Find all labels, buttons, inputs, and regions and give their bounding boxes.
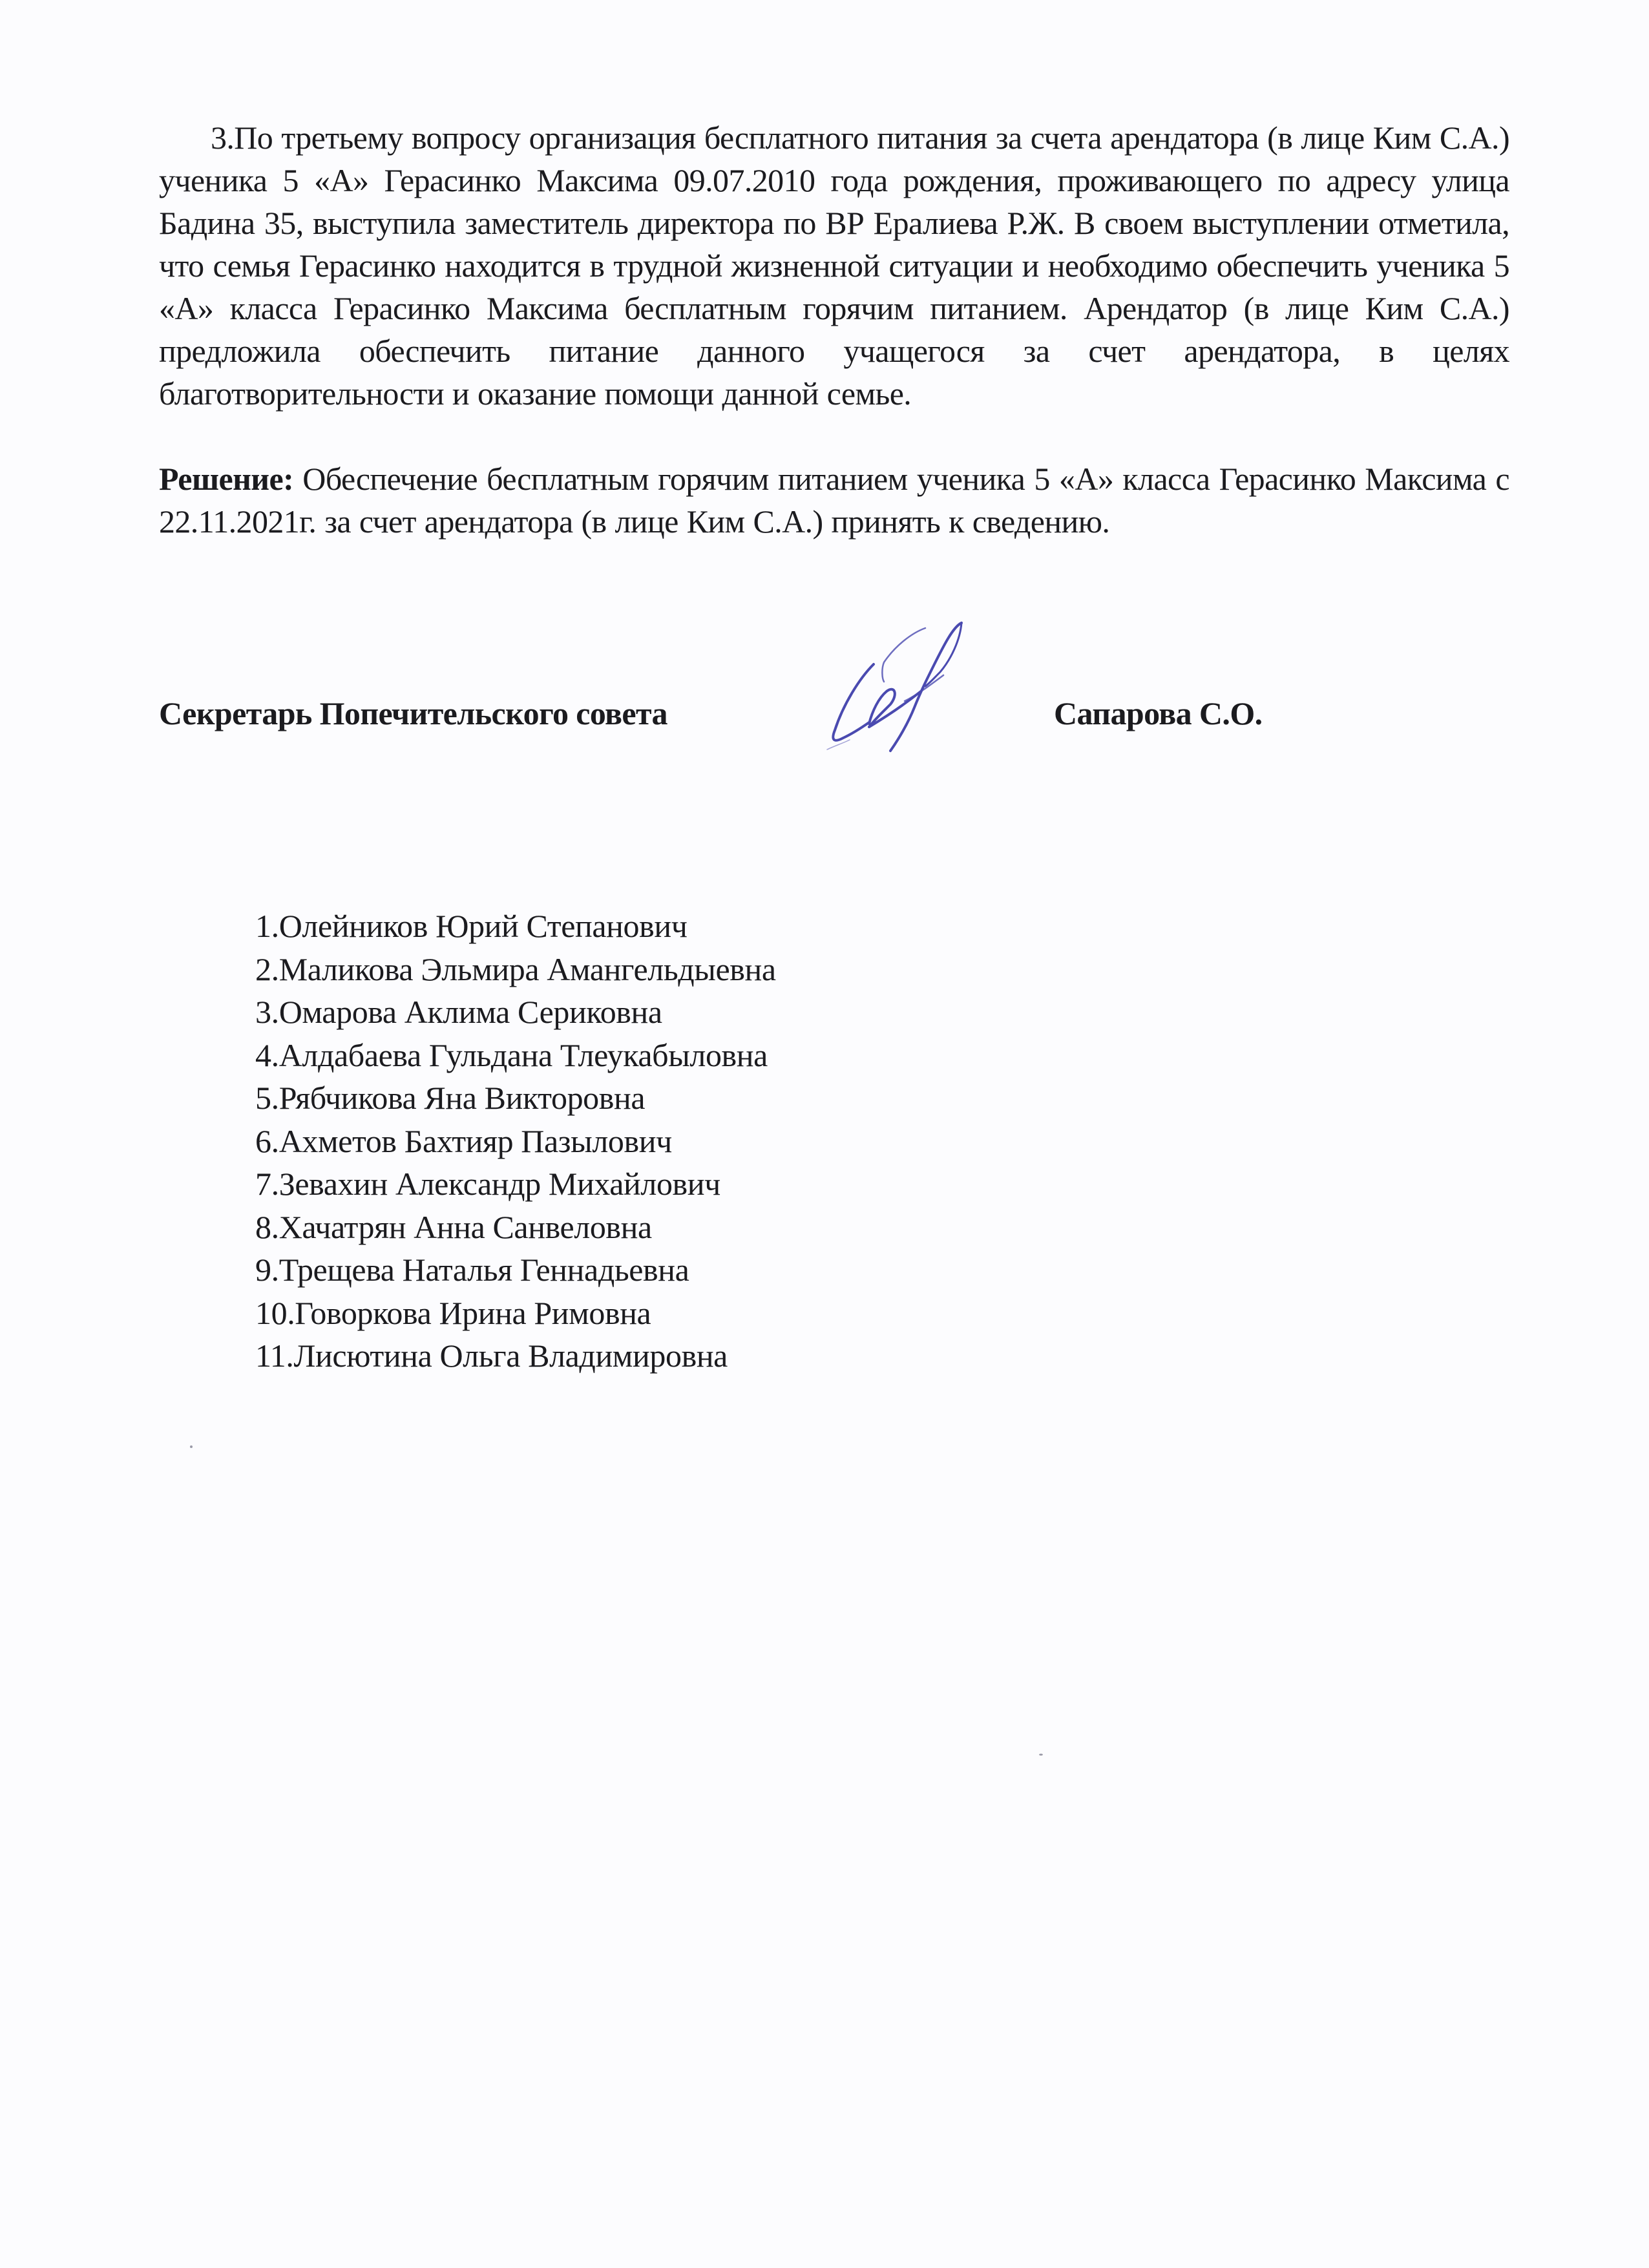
agenda-item-3-text: 3.По третьему вопросу организация бесплатного питания за счета арендатора (в лице Ким С.А.) ученика 5 «А» Герасинко Максима 09.07.2010 года рождения, проживающего по адресу улица Бадина 35, выступила заместитель директора по ВР Ералиева Р.Ж. В своем выступлении отметила, что семья Герасинко находится в трудной жизненной ситуации и необходимо обеспечить ученика 5 «А» класса Герасинко Максима бесплатным горячим питанием. Арендатор (в лице Ким С.А.) предложила обеспечить питание данного учащегося за счет арендатора, в целях благотворительности и оказание помощи данной семье. [159, 120, 1509, 412]
handwritten-signature-icon [808, 614, 1002, 775]
scan-speck [190, 1445, 193, 1448]
member-item: 5.Рябчикова Яна Викторовна [255, 1080, 646, 1116]
member-item: 6.Ахметов Бахтияр Пазылович [255, 1122, 672, 1159]
signatory-title: Секретарь Попечительского совета [159, 695, 667, 731]
member-item: 8.Хачатрян Анна Санвеловна [255, 1208, 652, 1245]
decision-text: Обеспечение бесплатным горячим питанием ученика 5 «А» класса Герасинко Максима с 22.11.2021г. за счет арендатора (в лице Ким С.А.) принять к сведению. [159, 461, 1509, 540]
member-item: 4.Алдабаева Гульдана Тлеукабыловна [255, 1036, 768, 1073]
board-members-list [255, 905, 776, 1378]
member-item: 2.Маликова Эльмира Амангельдыевна [255, 950, 776, 987]
member-item: 9.Трещева Наталья Геннадьевна [255, 1252, 689, 1288]
member-item: 7.Зевахин Александр Михайлович [255, 1166, 720, 1202]
agenda-item-3-paragraph [159, 116, 1509, 415]
scan-speck [1039, 1754, 1043, 1756]
document-body [159, 116, 1509, 543]
member-item: 10.Говоркова Ирина Римовна [255, 1294, 651, 1331]
decision-label: Решение: [159, 461, 294, 497]
member-item: 11.Лисютина Ольга Владимировна [255, 1338, 728, 1374]
member-item: 3.Омарова Аклима Сериковна [255, 994, 662, 1030]
member-item: 1.Олейников Юрий Степанович [255, 908, 688, 944]
decision-paragraph [159, 457, 1509, 543]
signatory-name: Сапарова С.О. [1054, 695, 1263, 731]
